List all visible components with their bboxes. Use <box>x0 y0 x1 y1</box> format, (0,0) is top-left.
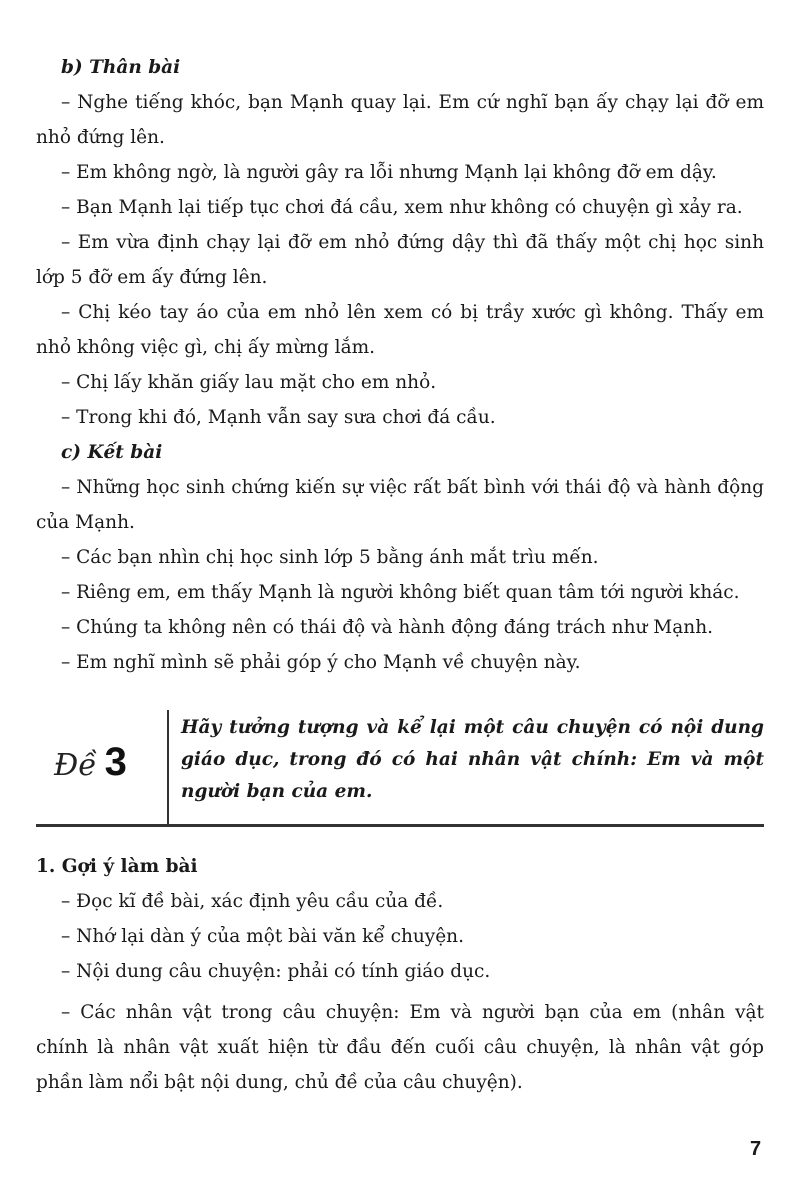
list-item: – Những học sinh chứng kiến sự việc rất bất bình với thái độ và hành động của Mạnh. <box>36 477 764 533</box>
exercise-number: 3 <box>104 740 127 784</box>
list-item: – Em nghĩ mình sẽ phải góp ý cho Mạnh về chuyện này. <box>61 652 581 673</box>
list-item: – Nội dung câu chuyện: phải có tính giáo dục. <box>61 961 491 982</box>
exercise-box-de-3 <box>36 710 764 827</box>
list-item: – Trong khi đó, Mạnh vẫn say sưa chơi đá cầu. <box>61 407 496 428</box>
list-item: – Em không ngờ, là người gây ra lỗi nhưng Mạnh lại không đỡ em dậy. <box>61 162 717 183</box>
list-item: – Nhớ lại dàn ý của một bài văn kể chuyện. <box>61 926 464 947</box>
section-heading-ket-bai: c) Kết bài <box>61 442 163 463</box>
page-content <box>36 50 764 1100</box>
vertical-divider <box>167 710 169 827</box>
list-item: – Chúng ta không nên có thái độ và hành động đáng trách như Mạnh. <box>61 617 713 638</box>
section-heading-than-bai: b) Thân bài <box>61 57 181 78</box>
note-paragraph: – Các nhân vật trong câu chuyện: Em và người bạn của em (nhân vật chính là nhân vật xuất hiện từ đầu đến cuối câu chuyện, là nhân vật góp phần làm nổi bật nội dung, chủ đề của câu chuyện). <box>36 1002 764 1093</box>
exercise-label <box>54 740 164 785</box>
section-heading-goi-y: 1. Gợi ý làm bài <box>36 856 198 877</box>
list-item: – Chị lấy khăn giấy lau mặt cho em nhỏ. <box>61 372 437 393</box>
list-item: – Bạn Mạnh lại tiếp tục chơi đá cầu, xem như không có chuyện gì xảy ra. <box>61 197 743 218</box>
page-number: 7 <box>750 1138 762 1160</box>
list-item: – Đọc kĩ đề bài, xác định yêu cầu của đề. <box>61 891 444 912</box>
list-item: – Các bạn nhìn chị học sinh lớp 5 bằng ánh mắt trìu mến. <box>61 547 599 568</box>
list-item: – Riêng em, em thấy Mạnh là người không biết quan tâm tới người khác. <box>61 582 740 603</box>
exercise-prompt: Hãy tưởng tượng và kể lại một câu chuyện có nội dung giáo dục, trong đó có hai nhân vật chính: Em và một người bạn của em. <box>181 717 764 802</box>
exercise-label-text: Đề <box>54 748 97 783</box>
list-item: – Nghe tiếng khóc, bạn Mạnh quay lại. Em cứ nghĩ bạn ấy chạy lại đỡ em nhỏ đứng lên. <box>36 92 764 148</box>
list-item: – Chị kéo tay áo của em nhỏ lên xem có bị trầy xước gì không. Thấy em nhỏ không việc gì, chị ấy mừng lắm. <box>36 302 764 358</box>
list-item: – Em vừa định chạy lại đỡ em nhỏ đứng dậy thì đã thấy một chị học sinh lớp 5 đỡ em ấy đứng lên. <box>36 232 764 288</box>
